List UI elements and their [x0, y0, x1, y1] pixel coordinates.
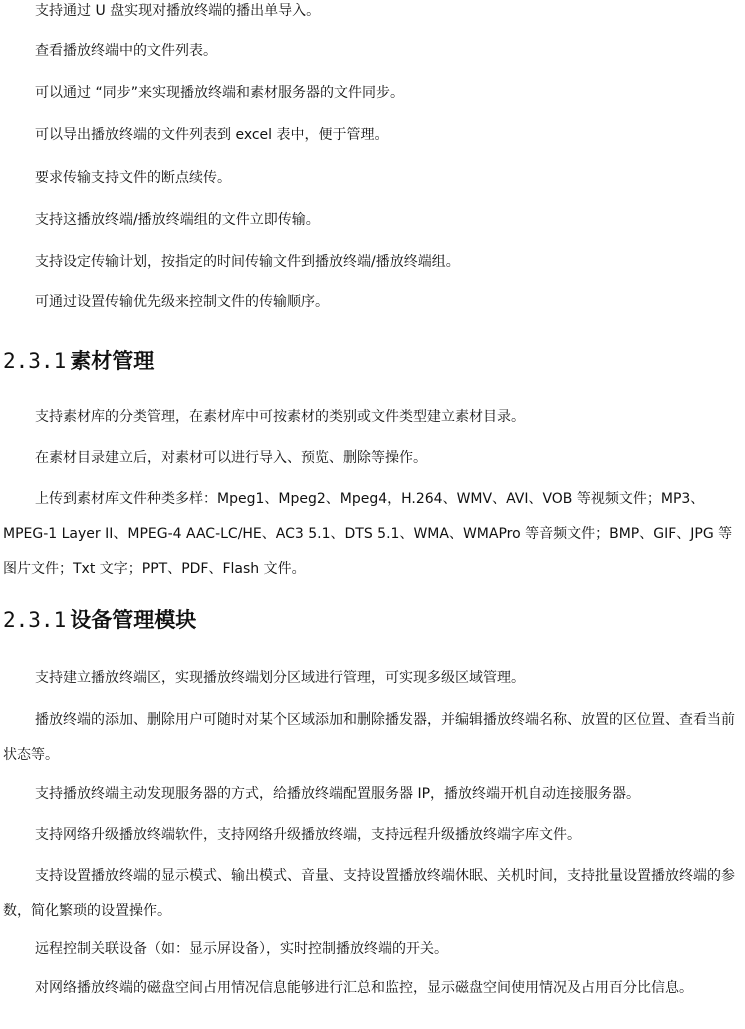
paragraph-material-operations: 在素材目录建立后，对素材可以进行导入、预览、删除等操作。: [35, 450, 427, 466]
paragraph-material-categories: 支持素材库的分类管理，在素材库中可按素材的类别或文件类型建立素材目录。: [35, 409, 525, 425]
paragraph-resume-transfer: 要求传输支持文件的断点续传。: [35, 170, 231, 186]
paragraph-terminal-add-delete: 播放终端的添加、删除用户可随时对某个区域添加和删除播发器，并编辑播放终端名称、放置的区位置、查看当前状态等。: [3, 712, 735, 763]
section-heading-device: [3, 606, 196, 634]
section-number: 2.3.1: [3, 349, 67, 373]
paragraph-network-upgrade: 支持网络升级播放终端软件，支持网络升级播放终端，支持远程升级播放终端字库文件。: [35, 827, 581, 843]
paragraph-terminal-settings: 支持设置播放终端的显示模式、输出模式、音量、支持设置播放终端休眠、关机时间，支持批量设置播放终端的参数，简化繁琐的设置操作。: [3, 868, 735, 919]
section-title: 设备管理模块: [70, 608, 197, 632]
paragraph-terminal-zones: 支持建立播放终端区，实现播放终端划分区域进行管理，可实现多级区域管理。: [35, 670, 525, 686]
section-number: 2.3.1: [3, 608, 67, 632]
paragraph-immediate-transfer: 支持这播放终端/播放终端组的文件立即传输。: [35, 212, 320, 228]
paragraph-excel-export: 可以导出播放终端的文件列表到 excel 表中，便于管理。: [35, 127, 389, 143]
section-title: 素材管理: [70, 349, 155, 373]
paragraph-usb-import: 支持通过 U 盘实现对播放终端的播出单导入。: [35, 3, 321, 19]
paragraph-sync: 可以通过 “同步”来实现播放终端和素材服务器的文件同步。: [35, 85, 404, 101]
paragraph-server-discovery: 支持播放终端主动发现服务器的方式，给播放终端配置服务器 IP，播放终端开机自动连接服务器。: [35, 786, 641, 802]
section-heading-material: [3, 347, 154, 375]
paragraph-transfer-priority: 可通过设置传输优先级来控制文件的传输顺序。: [35, 294, 329, 310]
paragraph-transfer-plan: 支持设定传输计划，按指定的时间传输文件到播放终端/播放终端组。: [35, 254, 460, 270]
paragraph-disk-monitoring: 对网络播放终端的磁盘空间占用情况信息能够进行汇总和监控，显示磁盘空间使用情况及占用百分比信息。: [35, 980, 693, 996]
paragraph-remote-control: 远程控制关联设备（如：显示屏设备），实时控制播放终端的开关。: [35, 941, 448, 957]
paragraph-file-list: 查看播放终端中的文件列表。: [35, 43, 217, 59]
paragraph-material-file-types: 上传到素材库文件种类多样：Mpeg1、Mpeg2、Mpeg4，H.264、WMV、AVI、VOB 等视频文件；MP3、MPEG-1 Layer II、MPEG-4 AAC-LC/HE、AC3 5.1、DTS 5.1、WMA、WMAPro 等音频文件；BMP、GIF、JPG 等图片文件；Txt 文字；PPT、PDF、Flash 文件。: [3, 491, 733, 577]
